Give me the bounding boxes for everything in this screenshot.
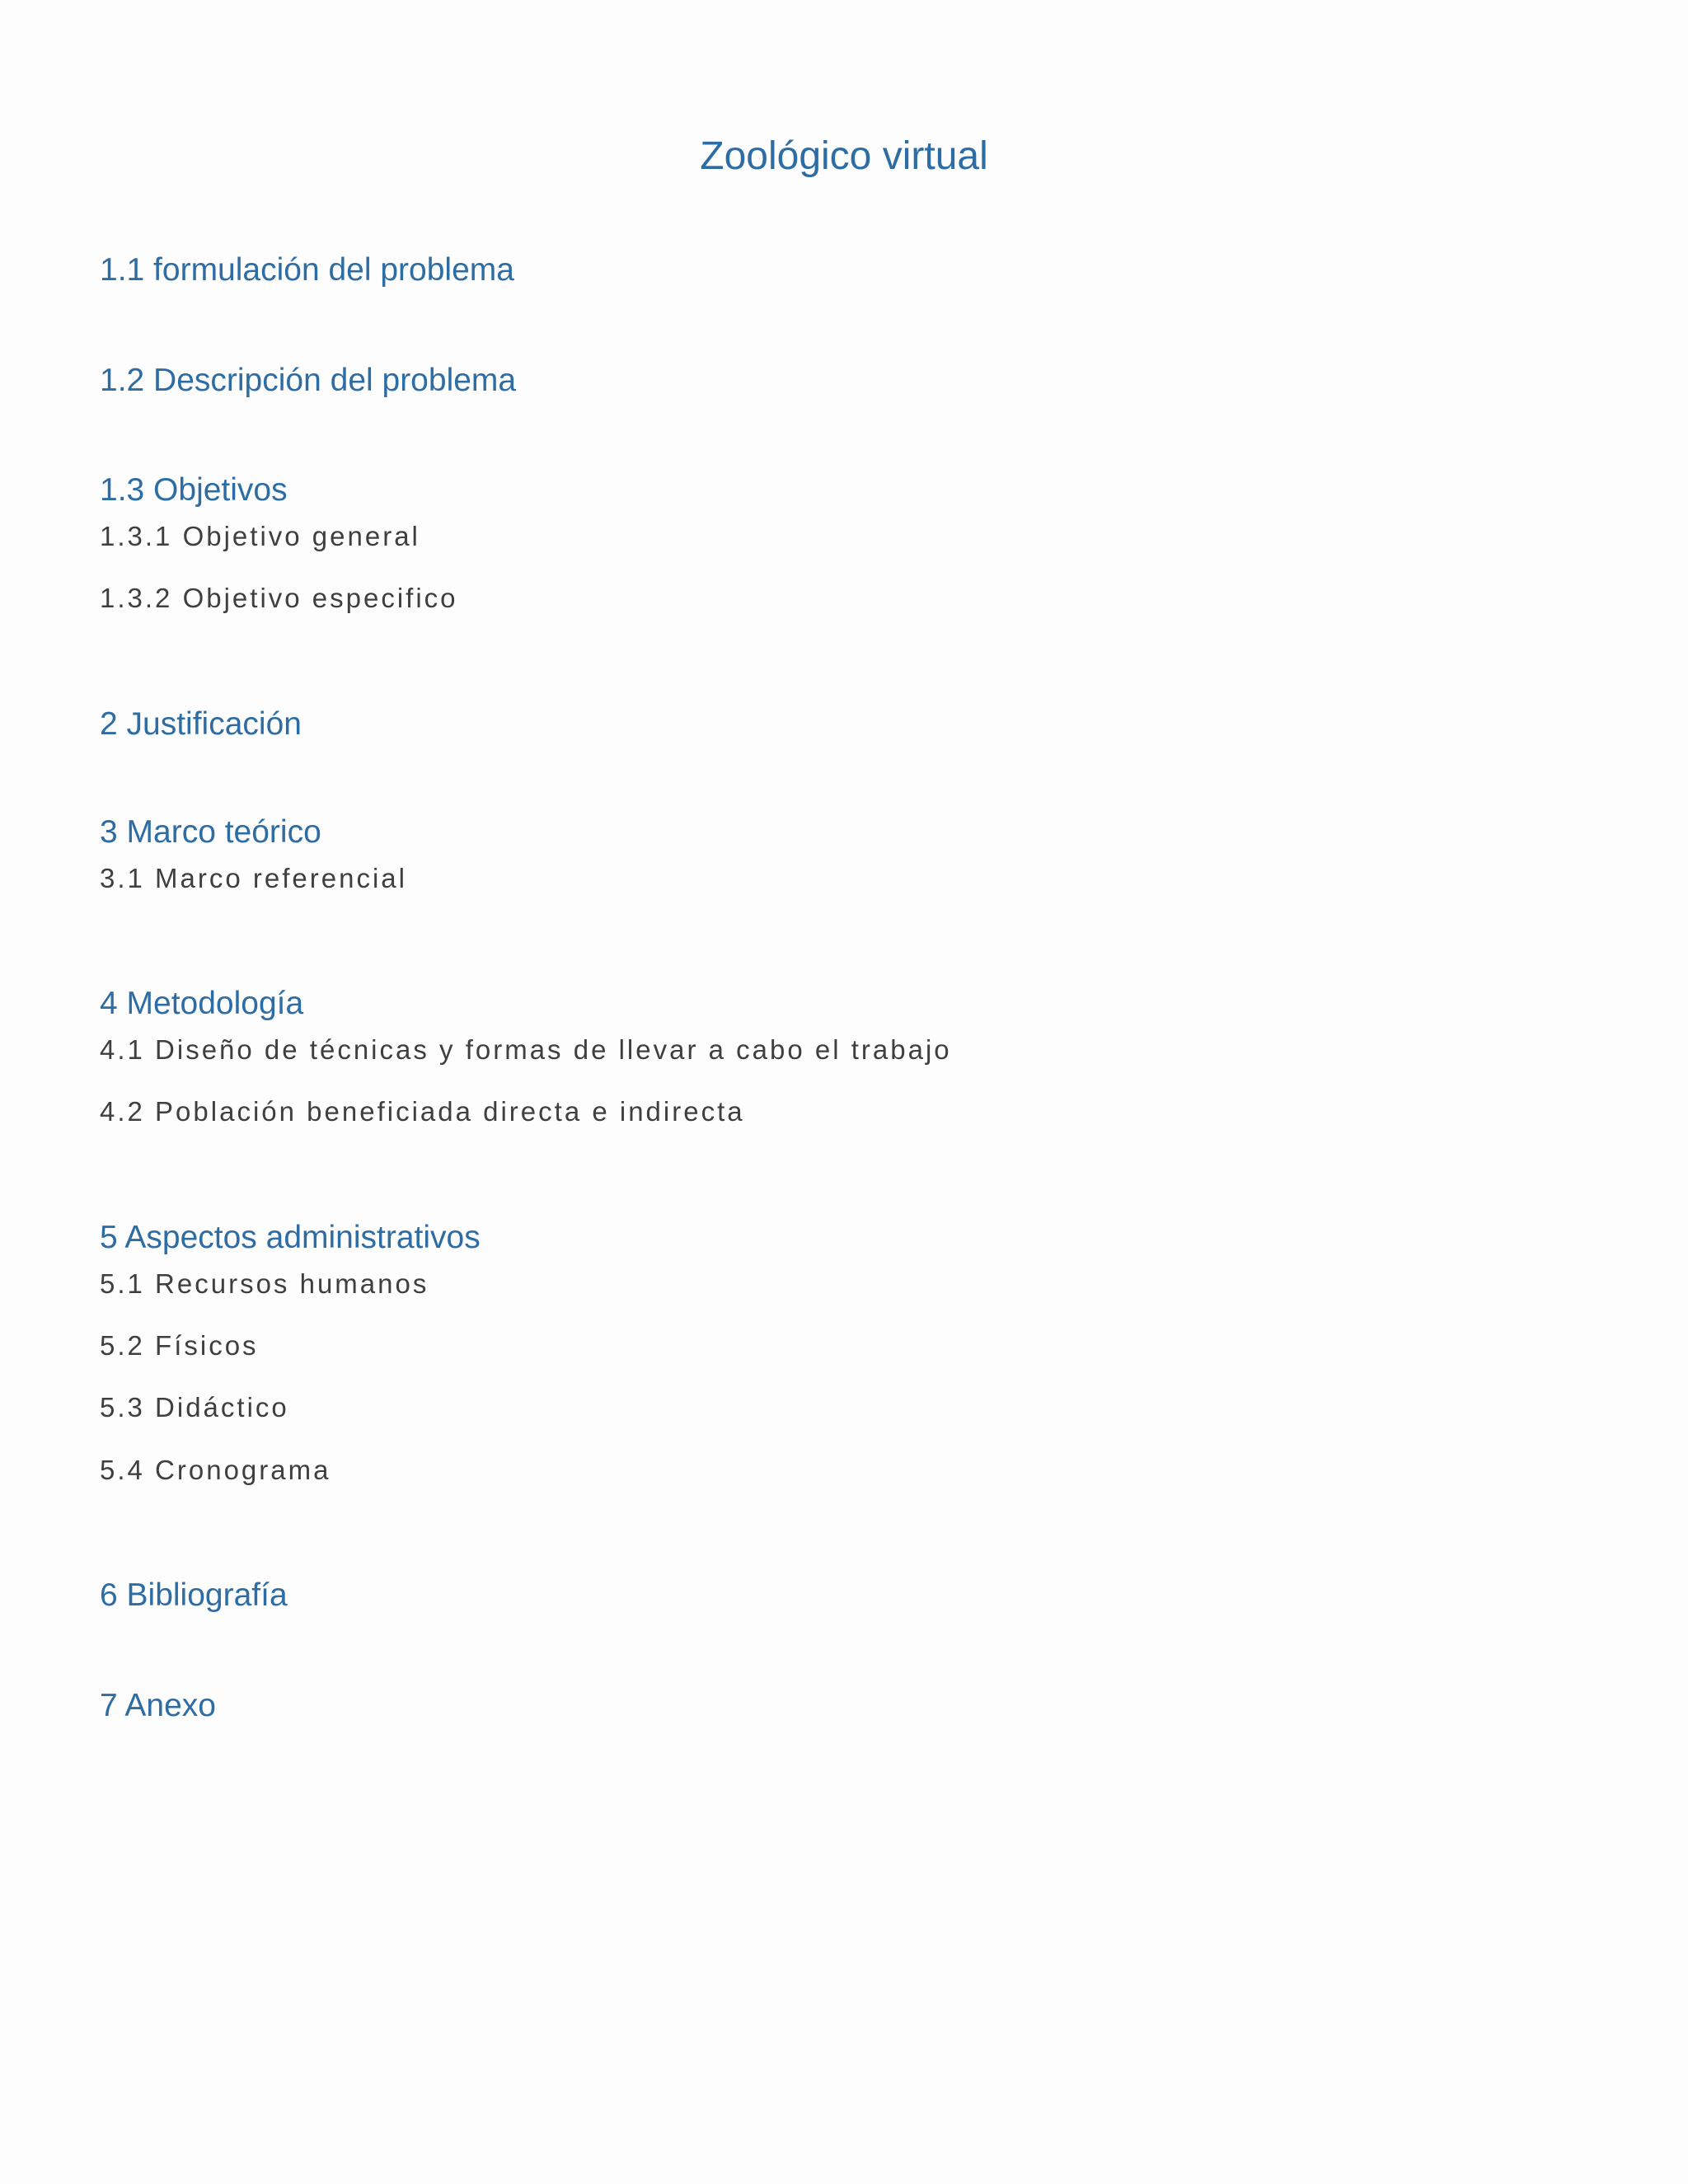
heading-5: 5 Aspectos administrativos (100, 1220, 481, 1255)
heading-1-2: 1.2 Descripción del problema (100, 363, 517, 398)
subheading-5-2: 5.2 Físicos (100, 1330, 259, 1361)
subheading-5-4: 5.4 Cronograma (100, 1455, 331, 1485)
subheading-5-3: 5.3 Didáctico (100, 1392, 289, 1422)
subheading-5-1: 5.1 Recursos humanos (100, 1268, 429, 1299)
subheading-4-2: 4.2 Población beneficiada directa e indirecta (100, 1096, 745, 1127)
heading-4: 4 Metodología (100, 986, 304, 1021)
heading-6: 6 Bibliografía (100, 1577, 288, 1613)
subheading-3-1: 3.1 Marco referencial (100, 863, 407, 893)
subheading-1-3-1: 1.3.1 Objetivo general (100, 521, 420, 551)
document-title: Zoológico virtual (700, 134, 988, 178)
heading-3: 3 Marco teórico (100, 814, 321, 850)
subheading-1-3-2: 1.3.2 Objetivo especifico (100, 583, 458, 613)
heading-7: 7 Anexo (100, 1688, 216, 1723)
subheading-4-1: 4.1 Diseño de técnicas y formas de llevar a cabo el trabajo (100, 1034, 952, 1065)
heading-1-3: 1.3 Objetivos (100, 472, 288, 508)
heading-1-1: 1.1 formulación del problema (100, 252, 514, 288)
heading-2: 2 Justificación (100, 706, 302, 742)
